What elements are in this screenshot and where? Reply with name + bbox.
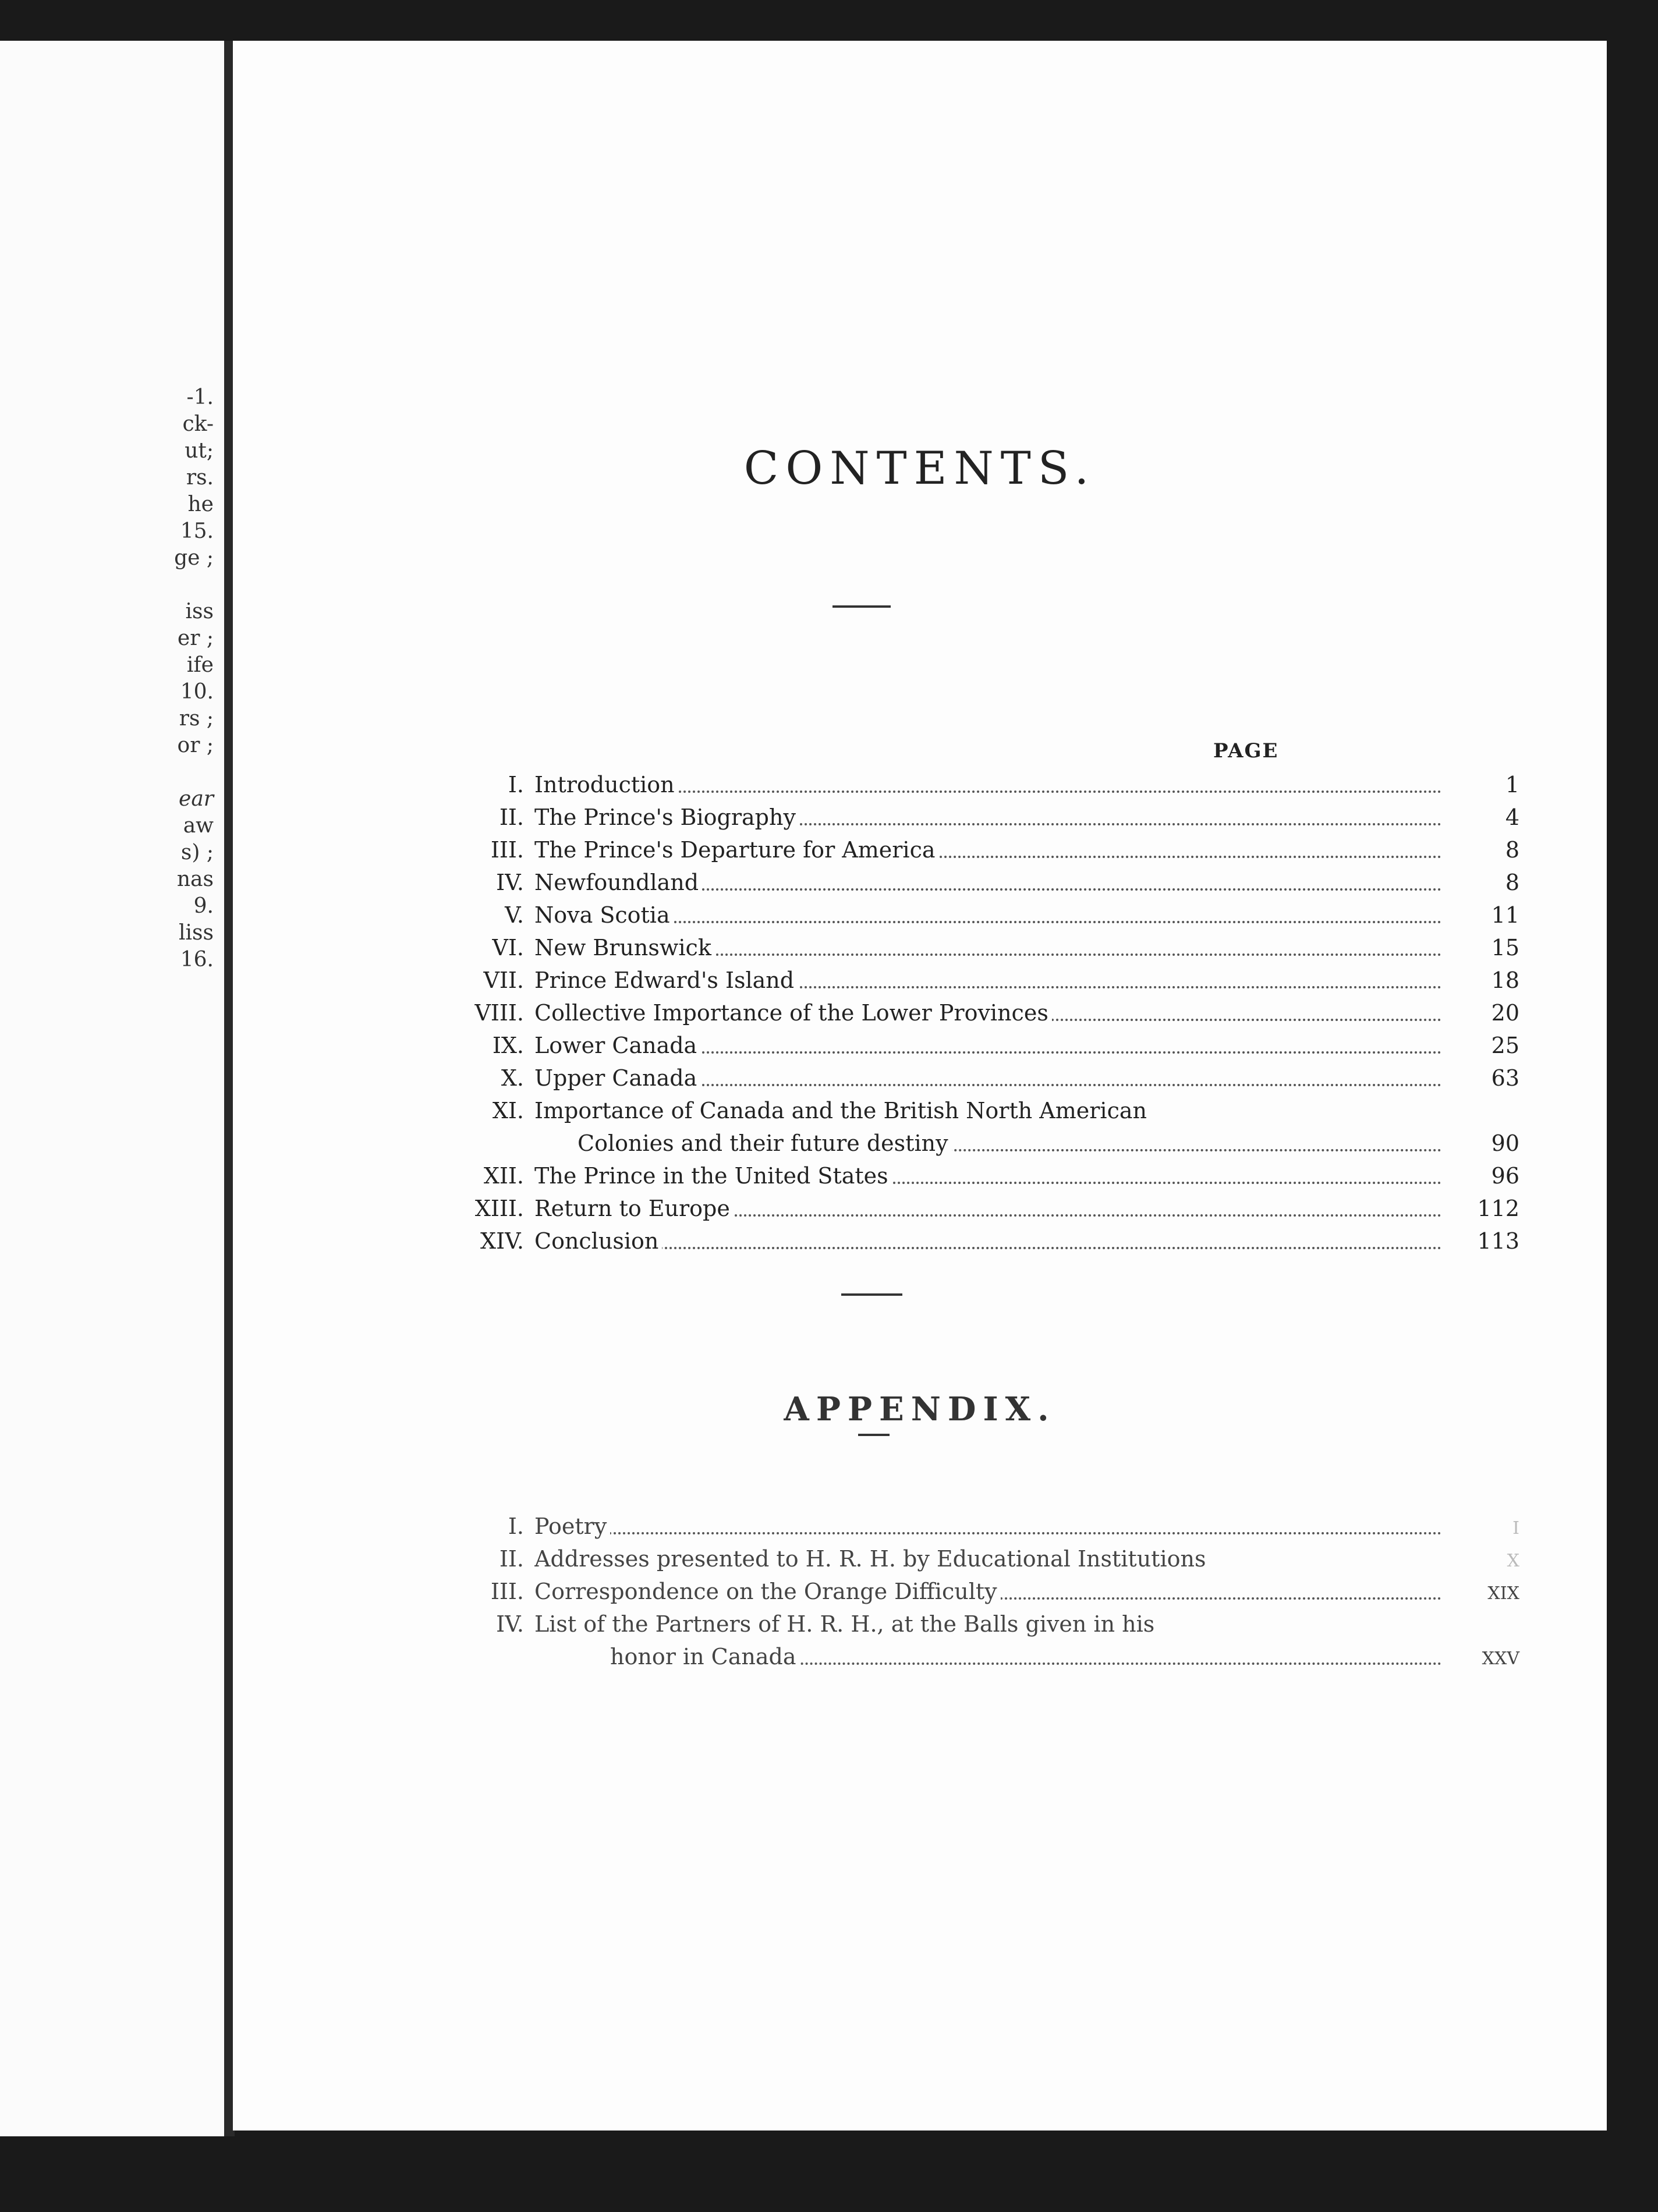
page-number: 15 <box>1491 935 1519 960</box>
fragment-line: ife <box>186 653 214 677</box>
divider-rule <box>858 1434 890 1436</box>
chapter-title-continued-row <box>534 1130 1519 1163</box>
page-number: 4 <box>1505 804 1519 830</box>
fragment-line: iss <box>185 600 214 623</box>
chapter-number: XII. <box>483 1163 524 1189</box>
chapter-title: New Brunswick <box>534 935 715 960</box>
chapter-title-wrap <box>534 1098 1519 1163</box>
fragment-line: 10. <box>180 680 214 704</box>
chapter-number: I. <box>508 772 524 797</box>
toc-entry <box>454 804 1519 837</box>
appendix-entry <box>454 1546 1519 1579</box>
page-number: 11 <box>1491 902 1519 928</box>
chapter-number: X. <box>501 1065 524 1091</box>
chapter-number: III. <box>490 837 524 863</box>
chapter-title-wrap <box>534 1196 1441 1221</box>
chapter-title-wrap <box>534 1000 1441 1026</box>
fragment-line: ge ; <box>174 546 214 570</box>
chapter-title: Prince Edward's Island <box>534 967 798 993</box>
chapter-title-continued: Colonies and their future destiny <box>578 1130 952 1156</box>
page-number: X <box>1507 1551 1519 1571</box>
fragment-line: nas <box>176 867 214 891</box>
appendix-title-wrap <box>534 1611 1519 1676</box>
toc-entry <box>454 837 1519 870</box>
chapter-title-wrap <box>534 967 1441 993</box>
page-number: 18 <box>1491 967 1519 993</box>
chapter-title: Return to Europe <box>534 1196 734 1221</box>
chapter-title: Nova Scotia <box>534 902 674 928</box>
fragment-line: he <box>187 492 214 516</box>
page-number: 112 <box>1477 1196 1519 1221</box>
page-number: 96 <box>1491 1163 1519 1189</box>
toc-entry <box>454 1065 1519 1098</box>
fragment-line: rs ; <box>179 707 214 731</box>
appendix-entry <box>454 1513 1519 1546</box>
appendix-title-cont-wrap <box>610 1644 1441 1669</box>
chapter-number: VII. <box>483 967 524 993</box>
chapter-title: Upper Canada <box>534 1065 700 1091</box>
appendix-number: I. <box>508 1513 524 1539</box>
appendix-title-wrap <box>534 1579 1441 1604</box>
chapter-title-wrap <box>534 837 1441 863</box>
page-number: 1 <box>1505 772 1519 797</box>
toc-entry <box>454 1196 1519 1228</box>
fragment-line: 9. <box>193 894 214 918</box>
contents-list <box>454 772 1519 1261</box>
contents-page <box>233 41 1607 2131</box>
chapter-number: XI. <box>492 1098 524 1123</box>
appendix-item-title: Addresses presented to H. R. H. by Educational Institutions <box>534 1546 1209 1572</box>
contents-title: CONTENTS. <box>743 442 1096 495</box>
appendix-list <box>454 1513 1519 1676</box>
fragment-line: 16. <box>180 948 214 972</box>
chapter-title-wrap <box>534 804 1441 830</box>
fragment-line: rs. <box>186 466 214 490</box>
page-number: XIX <box>1487 1583 1519 1604</box>
dot-leader <box>534 1247 1441 1249</box>
page-number: 90 <box>1491 1130 1519 1156</box>
toc-entry <box>454 935 1519 967</box>
page-number: 63 <box>1491 1065 1519 1091</box>
chapter-title-wrap <box>534 1033 1441 1058</box>
chapter-number: VIII. <box>474 1000 524 1026</box>
fragment-line: ck- <box>182 412 214 436</box>
appendix-item-title-continued: honor in Canada <box>610 1644 800 1669</box>
fragment-line: ear <box>179 787 214 811</box>
dot-leader <box>534 1532 1441 1534</box>
fragment-gap <box>174 572 214 598</box>
chapter-number: XIII. <box>474 1196 524 1221</box>
fragment-line: s) ; <box>180 841 214 864</box>
appendix-entry <box>454 1579 1519 1611</box>
fragment-line: or ; <box>177 733 214 757</box>
fragment-line: aw <box>183 814 214 838</box>
appendix-number: II. <box>499 1546 524 1572</box>
chapter-title-wrap <box>534 1065 1441 1091</box>
appendix-item-title: Poetry <box>534 1513 610 1539</box>
appendix-title-wrap <box>534 1513 1441 1539</box>
fragment-line: 15. <box>180 519 214 543</box>
page-number: 25 <box>1491 1033 1519 1058</box>
chapter-number: IV. <box>496 870 524 895</box>
toc-entry <box>454 870 1519 902</box>
chapter-title: Introduction <box>534 772 678 797</box>
left-page <box>0 41 226 2136</box>
fragment-line: liss <box>179 921 214 945</box>
chapter-title: Conclusion <box>534 1228 662 1254</box>
toc-entry <box>454 772 1519 804</box>
appendix-item-title: Correspondence on the Orange Difficulty <box>534 1579 1001 1604</box>
chapter-title-wrap <box>534 935 1441 960</box>
chapter-number: VI. <box>492 935 524 960</box>
chapter-title-wrap <box>534 772 1441 797</box>
appendix-number: III. <box>490 1579 524 1604</box>
chapter-number: IX. <box>492 1033 524 1058</box>
chapter-title-wrap <box>534 870 1441 895</box>
page-number: 8 <box>1505 870 1519 895</box>
appendix-title-continued-row <box>534 1644 1519 1676</box>
fragment-line: er ; <box>177 626 214 650</box>
appendix-title: APPENDIX. <box>784 1390 1056 1428</box>
toc-entry <box>454 902 1519 935</box>
chapter-title: The Prince's Biography <box>534 804 799 830</box>
chapter-number: II. <box>499 804 524 830</box>
appendix-title-wrap <box>534 1546 1441 1572</box>
chapter-title: The Prince in the United States <box>534 1163 892 1189</box>
chapter-title-wrap <box>534 902 1441 928</box>
chapter-number: XIV. <box>480 1228 524 1254</box>
page-column-header: PAGE <box>1213 739 1279 763</box>
divider-rule <box>832 605 891 608</box>
chapter-title: Importance of Canada and the British North American <box>534 1098 1147 1123</box>
left-page-text-fragment <box>174 384 214 973</box>
chapter-title-wrap <box>534 1163 1441 1189</box>
page-number: 20 <box>1491 1000 1519 1026</box>
chapter-title-cont-wrap <box>578 1130 1441 1156</box>
chapter-title: Collective Importance of the Lower Provinces <box>534 1000 1052 1026</box>
appendix-entry <box>454 1611 1519 1676</box>
fragment-gap <box>174 759 214 786</box>
chapter-title: Newfoundland <box>534 870 702 895</box>
chapter-title: The Prince's Departure for America <box>534 837 939 863</box>
toc-entry <box>454 1033 1519 1065</box>
toc-entry <box>454 1000 1519 1033</box>
page-number: I <box>1512 1518 1519 1539</box>
toc-entry <box>454 967 1519 1000</box>
fragment-line: -1. <box>186 385 214 409</box>
fragment-line: ut; <box>185 439 214 463</box>
chapter-number: V. <box>505 902 524 928</box>
page-number: XXV <box>1482 1649 1519 1669</box>
page-number: 8 <box>1505 837 1519 863</box>
toc-entry <box>454 1228 1519 1261</box>
divider-rule <box>841 1293 902 1296</box>
page-number: 113 <box>1477 1228 1519 1254</box>
toc-entry <box>454 1098 1519 1163</box>
appendix-number: IV. <box>496 1611 524 1637</box>
appendix-item-title: List of the Partners of H. R. H., at the Balls given in his <box>534 1611 1155 1637</box>
chapter-title: Lower Canada <box>534 1033 700 1058</box>
chapter-title-wrap <box>534 1228 1441 1254</box>
toc-entry <box>454 1163 1519 1196</box>
